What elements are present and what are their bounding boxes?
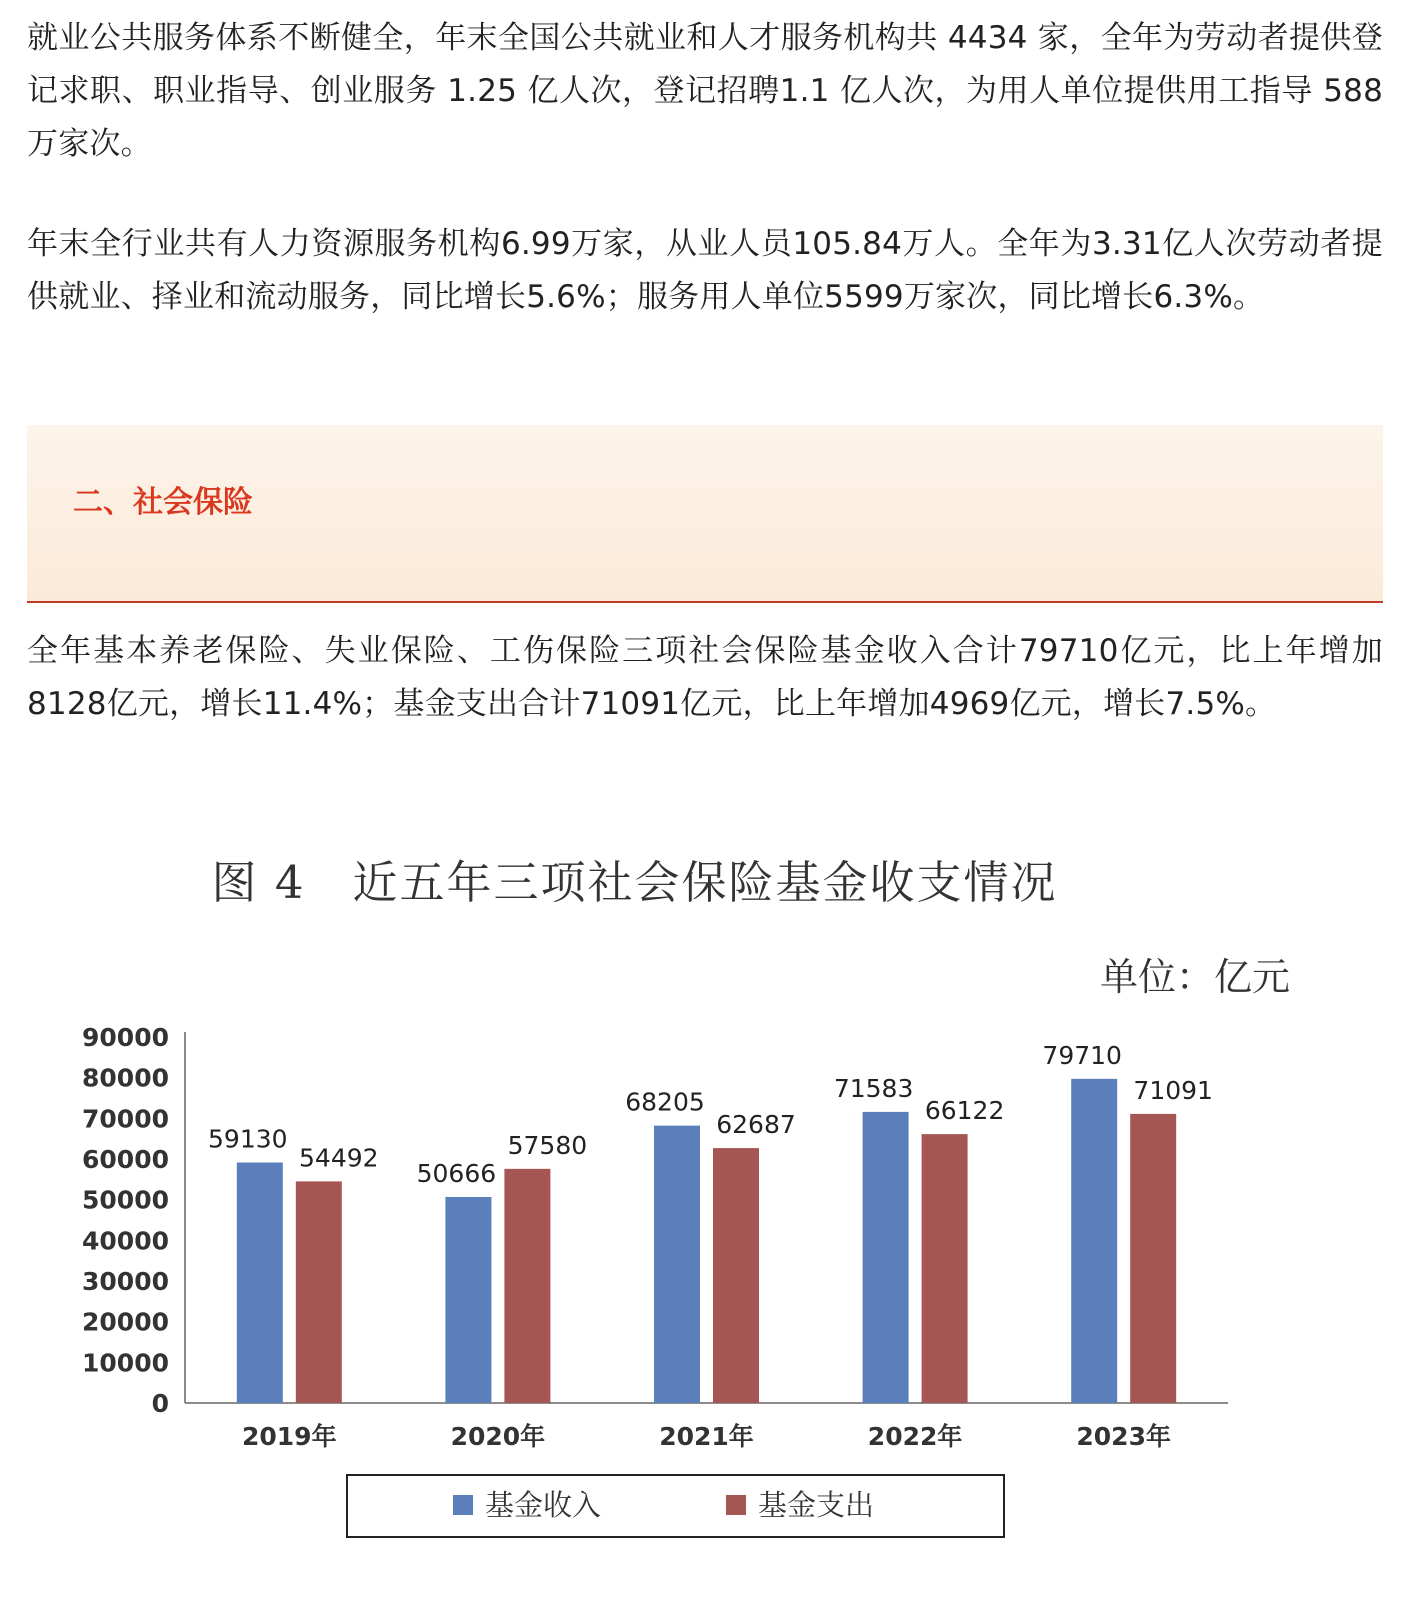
data-label: 68205: [625, 1087, 705, 1117]
section-title: 二、社会保险: [73, 485, 253, 520]
y-tick-label: 10000: [82, 1348, 169, 1378]
data-label: 71091: [1133, 1075, 1213, 1105]
legend-label: 基金支出: [758, 1488, 875, 1522]
legend-label: 基金收入: [485, 1488, 602, 1522]
bar-income: [445, 1197, 491, 1403]
data-label: 66122: [924, 1096, 1005, 1126]
y-tick-label: 30000: [82, 1267, 169, 1296]
bar-income: [654, 1126, 700, 1403]
paragraph-social-insurance-funds: 全年基本养老保险、失业保险、工伤保险三项社会保险基金收入合计79710亿元，比上年增加8128亿元，增长11.4%；基金支出合计71091亿元，比上年增加4969亿元，增长7.5%。: [27, 633, 1383, 722]
data-label: 59130: [208, 1124, 288, 1154]
chart-unit-label: 单位：亿元: [1100, 955, 1291, 999]
bar-income: [863, 1112, 909, 1403]
y-tick-label: 80000: [82, 1063, 169, 1093]
bar-expense: [1130, 1114, 1176, 1403]
x-tick-label: 2020年: [450, 1422, 546, 1451]
section-header-box: [27, 425, 1383, 603]
bar-expense: [504, 1169, 550, 1403]
legend-swatch-income: [453, 1495, 473, 1515]
bar-expense: [922, 1134, 968, 1403]
chart-title: 图 4 近五年三项社会保险基金收支情况: [211, 856, 1058, 909]
legend-swatch-expense: [726, 1495, 746, 1515]
y-tick-label: 60000: [82, 1145, 169, 1174]
y-tick-label: 40000: [82, 1226, 169, 1256]
x-tick-label: 2021年: [659, 1422, 754, 1451]
x-tick-label: 2019年: [242, 1422, 337, 1451]
data-label: 71583: [833, 1073, 914, 1103]
data-label: 50666: [416, 1158, 497, 1188]
legend-box: [347, 1475, 1004, 1537]
y-tick-label: 90000: [82, 1023, 169, 1052]
fund-bar-chart: [0, 1010, 1409, 1550]
y-tick-label: 70000: [82, 1104, 169, 1134]
paragraph-hr-service-agencies: 年末全行业共有人力资源服务机构6.99万家，从业人员105.84万人。全年为3.31亿人次劳动者提供就业、择业和流动服务，同比增长5.6%；服务用人单位5599万家次，同比增长6.3%。: [27, 226, 1383, 315]
paragraph-public-employment-services: 就业公共服务体系不断健全，年末全国公共就业和人才服务机构共 4434 家，全年为劳动者提供登记求职、职业指导、创业服务 1.25 亿人次，登记招聘1.1 亿人次，为用人单位提供用工指导 588 万家次。: [27, 20, 1383, 162]
bar-income: [1071, 1079, 1117, 1403]
data-label: 54492: [299, 1143, 379, 1173]
y-tick-label: 20000: [82, 1307, 169, 1337]
y-tick-label: 0: [151, 1389, 169, 1418]
data-label: 62687: [716, 1110, 796, 1140]
bar-expense: [296, 1181, 342, 1403]
data-label: 79710: [1042, 1040, 1122, 1070]
x-tick-label: 2023年: [1076, 1422, 1171, 1451]
x-tick-label: 2022年: [867, 1422, 963, 1451]
bar-income: [237, 1163, 283, 1403]
y-tick-label: 50000: [82, 1185, 169, 1215]
bar-expense: [713, 1148, 759, 1403]
data-label: 57580: [507, 1130, 588, 1160]
